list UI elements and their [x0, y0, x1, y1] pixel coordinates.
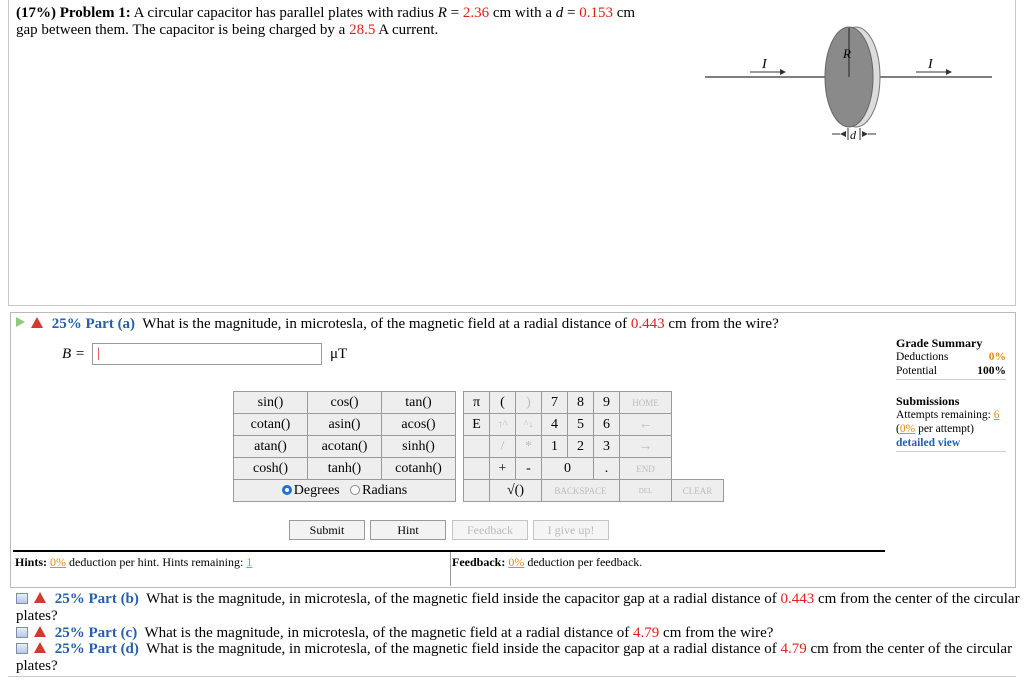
hint-feedback-bar [13, 550, 885, 586]
hints-info [15, 555, 252, 570]
key-down-arrow[interactable]: ^↓ [516, 414, 542, 436]
part-d-weight: 25% [54, 641, 85, 657]
per-attempt-text: per attempt) [918, 423, 974, 435]
key-5[interactable]: 5 [568, 414, 594, 436]
gap-var: d [555, 5, 564, 21]
problem-title: Problem 1: [59, 5, 131, 21]
key-4[interactable]: 4 [542, 414, 568, 436]
warning-icon [34, 642, 46, 653]
key-tanh[interactable]: tanh() [308, 458, 382, 480]
warning-icon [31, 317, 43, 328]
potential-label: Potential [896, 365, 937, 377]
key-decimal[interactable]: . [594, 458, 620, 480]
key-sqrt[interactable]: √() [490, 480, 542, 502]
part-b-question[interactable] [16, 591, 1020, 607]
per-attempt-pct: 0% [899, 423, 916, 435]
answer-unit: μT [330, 346, 348, 362]
problem-statement: (17%) Problem 1: A circular capacitor has parallel plates with radius R = 2.36 cm with a d = 0.153 cm gap between them. The capacitor is being charged by a 28.5 A current. [16, 5, 636, 38]
part-c-label: Part (c) [88, 625, 138, 641]
potential-value: 100% [977, 365, 1006, 377]
calculator-keypad [233, 391, 724, 502]
feedback-button[interactable]: Feedback [452, 520, 528, 540]
part-a-text-a: What is the magnitude, in microtesla, of the magnetic field at a radial distance of [142, 316, 628, 332]
part-a-weight: 25% [51, 316, 82, 332]
key-up-arrow[interactable]: ↑^ [490, 414, 516, 436]
part-d-text-b: cm from the center of the circular [810, 641, 1013, 657]
key-del[interactable]: DEL [620, 480, 672, 502]
key-minus[interactable]: - [516, 458, 542, 480]
gap-value: 0.153 [579, 5, 613, 21]
key-backspace[interactable]: BACKSPACE [542, 480, 620, 502]
expand-box-icon[interactable] [16, 627, 28, 638]
warning-icon [34, 592, 46, 603]
attempts-value: 6 [993, 409, 1000, 421]
expand-box-icon[interactable] [16, 593, 28, 604]
problem-text-c: A current. [378, 22, 439, 38]
gap-unit: cm [616, 5, 636, 21]
answer-label: B = [62, 346, 86, 362]
gap-arrow-left [840, 131, 846, 137]
deductions-label: Deductions [896, 351, 949, 363]
key-tan[interactable]: tan() [382, 392, 456, 414]
current-arrowhead-left [780, 69, 786, 75]
key-right-arrow[interactable]: → [620, 436, 672, 458]
part-b-text-a: What is the magnitude, in microtesla, of the magnetic field inside the capacitor gap at a radial distance of [146, 591, 777, 607]
detailed-view-link[interactable]: detailed view [896, 437, 961, 449]
part-b-label: Part (b) [88, 591, 139, 607]
key-6[interactable]: 6 [594, 414, 620, 436]
key-clear[interactable]: CLEAR [672, 480, 724, 502]
part-d-question[interactable] [16, 641, 1012, 657]
current-label-right: I [928, 57, 933, 72]
hints-deduction: 0% [50, 555, 67, 569]
hints-label: Hints: [15, 555, 48, 569]
key-2[interactable]: 2 [568, 436, 594, 458]
problem-text-b: gap between them. The capacitor is being charged by a [16, 22, 346, 38]
key-9[interactable]: 9 [594, 392, 620, 414]
key-cotanh[interactable]: cotanh() [382, 458, 456, 480]
answer-input[interactable]: | [92, 343, 322, 365]
key-open-paren[interactable]: ( [490, 392, 516, 414]
key-acos[interactable]: acos() [382, 414, 456, 436]
part-c-value: 4.79 [633, 625, 660, 641]
key-end[interactable]: END [620, 458, 672, 480]
submissions-title: Submissions [896, 394, 960, 408]
key-cosh[interactable]: cosh() [234, 458, 308, 480]
problem-text-a: A circular capacitor has parallel plates with radius [133, 5, 434, 21]
part-c-question[interactable] [16, 625, 773, 641]
part-c-text-a: What is the magnitude, in microtesla, of the magnetic field at a radial distance of [144, 625, 630, 641]
part-c-text-b: cm from the wire? [663, 625, 774, 641]
radius-value: 2.36 [462, 5, 490, 21]
gap-label: d [850, 128, 856, 142]
feedback-label: Feedback: [452, 555, 506, 569]
grade-summary-title: Grade Summary [896, 336, 983, 350]
key-e[interactable]: E [464, 414, 490, 436]
radians-label: Radians [362, 482, 408, 498]
expand-box-icon[interactable] [16, 643, 28, 654]
part-b-weight: 25% [54, 591, 85, 607]
current-label-left: I [762, 57, 767, 72]
key-left-arrow[interactable]: ← [620, 414, 672, 436]
key-7[interactable]: 7 [542, 392, 568, 414]
key-divide[interactable]: / [490, 436, 516, 458]
part-d-label: Part (d) [88, 641, 139, 657]
feedback-text: deduction per feedback. [527, 555, 643, 569]
key-close-paren[interactable]: ) [516, 392, 542, 414]
degrees-label: Degrees [293, 482, 340, 498]
submit-button[interactable]: Submit [289, 520, 365, 540]
part-a-label: Part (a) [85, 316, 136, 332]
key-sinh[interactable]: sinh() [382, 436, 456, 458]
radius-var: R [437, 5, 447, 21]
deductions-value: 0% [988, 351, 1006, 363]
per-attempt-open: ( [896, 423, 900, 435]
part-b-text-b: cm from the center of the circular [818, 591, 1020, 607]
feedback-deduction: 0% [508, 555, 525, 569]
key-3[interactable]: 3 [594, 436, 620, 458]
part-c-weight: 25% [54, 625, 85, 641]
feedback-info [452, 555, 642, 570]
key-8[interactable]: 8 [568, 392, 594, 414]
current-value: 28.5 [349, 22, 376, 38]
give-up-button[interactable]: I give up! [533, 520, 609, 540]
radius-unit: cm with a [492, 5, 552, 21]
angle-mode [234, 480, 456, 502]
part-a-question [16, 316, 779, 332]
attempts-label: Attempts remaining: [896, 409, 991, 421]
expand-arrow-icon[interactable] [16, 317, 25, 327]
gap-arrow-right [862, 131, 868, 137]
grade-summary [896, 336, 1006, 452]
footer-divider [8, 676, 1016, 688]
part-b-value: 0.443 [780, 591, 815, 607]
key-pi[interactable]: π [464, 392, 490, 414]
part-d-text-c: plates? [16, 658, 58, 674]
radius-label: R [843, 46, 851, 61]
key-cotan[interactable]: cotan() [234, 414, 308, 436]
key-asin[interactable]: asin() [308, 414, 382, 436]
part-a-value: 0.443 [630, 316, 665, 332]
part-a-text-b: cm from the wire? [668, 316, 779, 332]
key-sin[interactable]: sin() [234, 392, 308, 414]
key-plus[interactable]: + [490, 458, 516, 480]
part-b-text-c: plates? [16, 608, 58, 624]
radians-radio[interactable] [350, 485, 360, 495]
hint-button[interactable]: Hint [370, 520, 446, 540]
key-home[interactable]: HOME [620, 392, 672, 414]
key-acotan[interactable]: acotan() [308, 436, 382, 458]
hints-remaining: 1 [246, 555, 253, 569]
hints-text: deduction per hint. Hints remaining: [69, 555, 244, 569]
part-d-value: 4.79 [780, 641, 807, 657]
key-0[interactable]: 0 [542, 458, 594, 480]
key-multiply[interactable]: * [516, 436, 542, 458]
key-atan[interactable]: atan() [234, 436, 308, 458]
capacitor-diagram [700, 20, 1000, 150]
key-1[interactable]: 1 [542, 436, 568, 458]
part-d-text-a: What is the magnitude, in microtesla, of the magnetic field inside the capacitor gap at a radial distance of [146, 641, 777, 657]
problem-score: (17%) [16, 5, 56, 21]
current-arrowhead-right [946, 69, 952, 75]
key-cos[interactable]: cos() [308, 392, 382, 414]
degrees-radio[interactable] [282, 485, 292, 495]
warning-icon [34, 626, 46, 637]
